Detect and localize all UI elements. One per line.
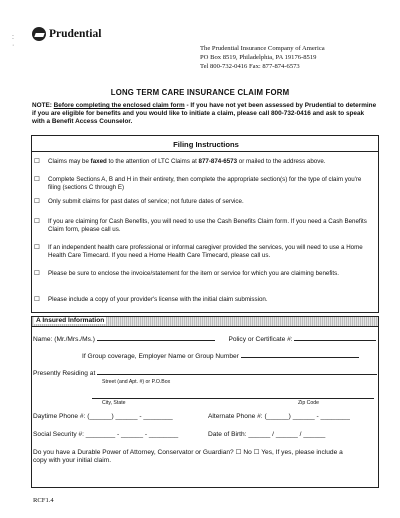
name-row	[33, 334, 376, 343]
ssn-label: Social Security #:	[33, 431, 84, 438]
filing-item: ☐ Only submit claims for past dates of service; not future dates of service.	[34, 198, 244, 205]
filing-item: ☐ Claims may be faxed to the attention of LTC Claims at 877-874-6573 or mailed to the address above.	[34, 158, 326, 165]
filing-heading: Filing Instructions	[173, 140, 239, 149]
policy-label: Policy or Certificate #:	[228, 336, 293, 343]
poa-tail: copy with your initial claim.	[33, 457, 112, 464]
filing-item: ☐ Complete Sections A, B and H in their entirety, then complete the appropriate section(s) for the type of claim you're filing (sections C through E)	[34, 176, 362, 191]
filing-item: ☐ If an independent health care professional or informal caregiver provided the services, you will need to use a Home Health Care Timecard. If you need a Home Health Care Timecard, please call us.	[34, 244, 363, 259]
dob-row	[208, 431, 325, 438]
checkbox-icon[interactable]: ☐	[34, 158, 40, 165]
divider	[32, 151, 378, 152]
filing-item: ☐ Please be sure to enclose the invoice/statement for the item or service for which you are claiming benefits.	[34, 270, 339, 277]
policy-number-field[interactable]	[294, 334, 376, 341]
section-a-insured-information	[31, 316, 379, 488]
filing-item: ☐ If you are claiming for Cash Benefits, you will need to use the Cash Benefits Claim form. If you need a Cash Benefits Claim form, please call us.	[34, 218, 367, 233]
form-title: LONG TERM CARE INSURANCE CLAIM FORM	[110, 88, 290, 97]
group-row	[82, 351, 359, 360]
street-hint: Street (and Apt. #) or P.O.Box	[102, 379, 171, 385]
city-line[interactable]	[92, 398, 374, 399]
street-field[interactable]	[97, 368, 377, 375]
daytime-phone-field[interactable]: (______) ______ - ________	[87, 413, 173, 420]
checkbox-icon[interactable]: ☐	[34, 198, 40, 205]
checkbox-icon[interactable]: ☐	[34, 270, 40, 277]
poa-no-option[interactable]: ☐ No	[235, 449, 252, 456]
note-paragraph	[32, 102, 377, 127]
residing-row	[33, 368, 377, 377]
note-underlined: Before completing the enclosed claim form	[53, 102, 185, 109]
brand-name: Prudential	[49, 28, 102, 40]
note-text: - If you have not yet been assessed by Prudential to determine if you are eligible for benefits and you would like to initiate a claim, please call 800-732-0416 and ask to speak with a Benefit Access Counselor.	[32, 102, 377, 126]
company-address	[200, 44, 325, 71]
poa-row	[33, 448, 343, 456]
group-label: If Group coverage, Employer Name or Group Number	[82, 353, 239, 360]
rock-logo-icon	[32, 27, 46, 41]
dob-field[interactable]: ______ / ______ / ______	[248, 431, 326, 438]
brand-logo	[32, 27, 101, 41]
dob-label: Date of Birth:	[208, 431, 247, 438]
address-line: The Prudential Insurance Company of America	[200, 45, 325, 52]
checkbox-icon[interactable]: ☐	[34, 244, 40, 251]
note-label: NOTE:	[32, 102, 52, 109]
group-number-field[interactable]	[241, 351, 359, 358]
ssn-field[interactable]: ________ - ______ - ________	[85, 431, 179, 438]
name-field[interactable]	[97, 334, 215, 341]
alternate-phone-label: Alternate Phone #:	[208, 413, 263, 420]
filing-item: ☐ Please include a copy of your provider's license with the initial claim submission.	[34, 296, 268, 303]
city-hint: City, State	[102, 400, 126, 406]
alternate-phone-row	[208, 413, 350, 420]
daytime-phone-label: Daytime Phone #:	[33, 413, 86, 420]
address-line: Tel 800-732-0416 Fax: 877-874-6573	[200, 63, 300, 70]
zip-hint: Zip Code	[298, 400, 320, 406]
section-heading: A Insured Information	[36, 317, 105, 324]
residing-label: Presently Residing at	[33, 370, 96, 377]
checkbox-icon[interactable]: ☐	[34, 218, 40, 225]
poa-question: Do you have a Durable Power of Attorney, Conservator or Guardian?	[33, 449, 234, 456]
margin-mark: ·	[12, 42, 15, 49]
name-label: Name: (Mr./Mrs./Ms.)	[33, 336, 95, 343]
address-line: PO Box 8519, Philadelphia, PA 19176-8519	[200, 54, 317, 61]
filing-instructions-box	[31, 135, 379, 313]
poa-yes-option[interactable]: ☐ Yes, If yes, please include a	[253, 449, 343, 456]
form-code: RCF1.4	[33, 497, 54, 504]
checkbox-icon[interactable]: ☐	[34, 296, 40, 303]
daytime-phone-row	[33, 413, 173, 420]
checkbox-icon[interactable]: ☐	[34, 176, 40, 183]
margin-mark: :	[12, 34, 14, 41]
ssn-row	[33, 431, 178, 438]
alternate-phone-field[interactable]: (______) ______ - ________	[264, 413, 350, 420]
